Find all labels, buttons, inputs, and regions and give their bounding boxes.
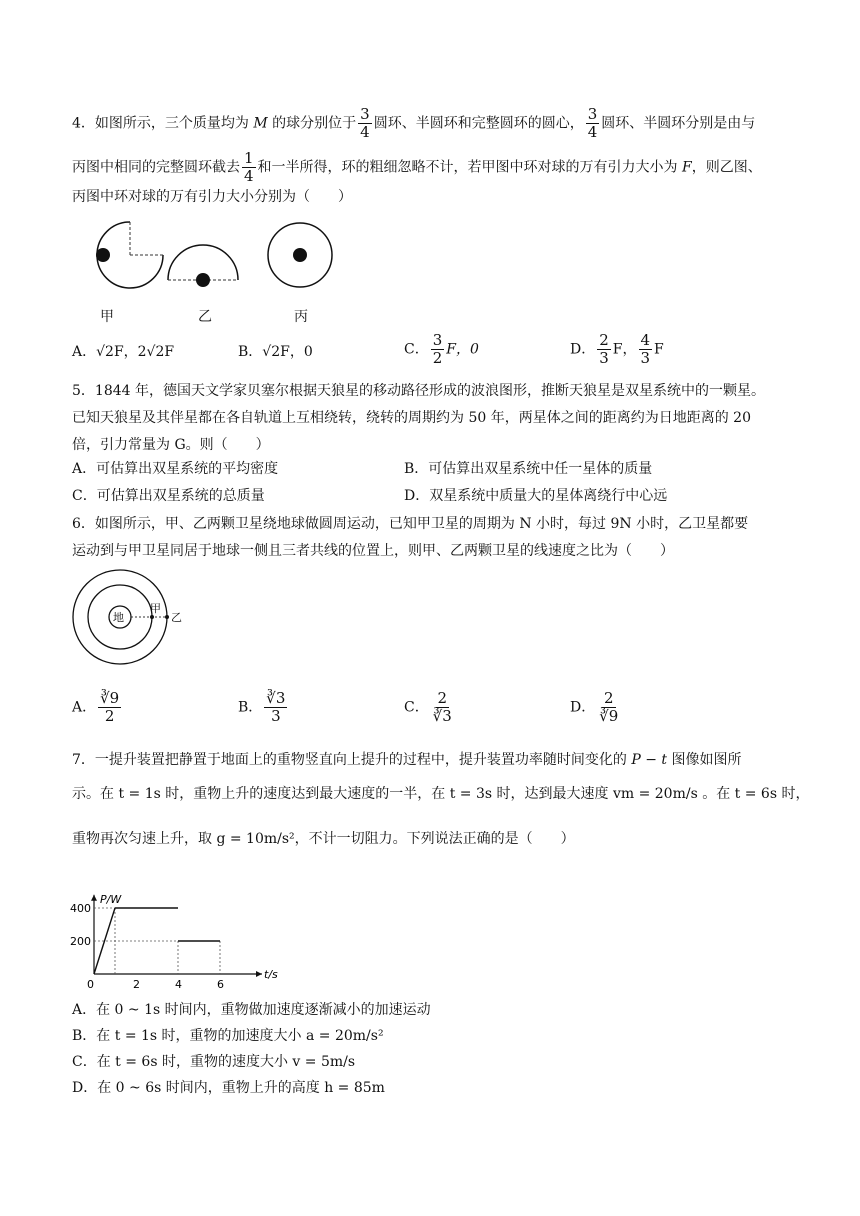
q7-option-b[interactable]: B．在 t = 1s 时，重物的加速度大小 a = 20m/s² xyxy=(72,1028,384,1044)
q5-line3: 倍，引力常量为 G。则（ ） xyxy=(72,437,270,453)
satellite-yi xyxy=(165,615,169,619)
q6-option-d[interactable]: D． $\frac{2}{∛9}$ xyxy=(570,689,619,725)
q4-ring-figures xyxy=(60,218,350,298)
ball-jia-center xyxy=(96,248,110,262)
x-tick-label: 2 xyxy=(133,978,140,991)
x-tick-label: 0 xyxy=(87,978,94,991)
p-t-chart xyxy=(66,862,286,992)
ball-yi xyxy=(196,273,210,287)
fraction-three-quarters-2: $\frac{3}{4}$ xyxy=(587,105,598,141)
caption-yi: 乙 xyxy=(198,309,212,325)
q6-line1: 6．如图所示，甲、乙两颗卫星绕地球做圆周运动，已知甲卫星的周期为 N 小时，每过 9N 小时，乙卫星都要 xyxy=(72,516,749,532)
q4-option-d[interactable]: D． $\frac{2}{3}$ F， $\frac{4}{3}$ F xyxy=(570,331,664,367)
q7-line3: 重物再次匀速上升，取 g = 10m/s²，不计一切阻力。下列说法正确的是（ ） xyxy=(72,831,575,847)
x-tick-label: 4 xyxy=(175,978,182,991)
q5-line2: 已知天狼星及其伴星都在各自轨道上互相绕转，绕转的周期约为 50 年，两星体之间的距离约为日地距离的 20 xyxy=(72,410,751,426)
caption-bing: 丙 xyxy=(294,309,308,325)
y-axis-label: P/W xyxy=(100,892,122,906)
y-tick-label: 400 xyxy=(70,902,91,915)
x-axis-label: t/s xyxy=(264,968,278,981)
q6-option-c[interactable]: C． $\frac{2}{∛3}$ xyxy=(404,689,452,725)
caption-jia: 甲 xyxy=(100,309,114,325)
q4-option-a[interactable]: A．√2F，2√2F xyxy=(72,344,175,360)
fraction-three-quarters: $\frac{3}{4}$ xyxy=(360,105,370,141)
q5-option-d[interactable]: D．双星系统中质量大的星体离绕行中心远 xyxy=(404,488,668,504)
q7-option-a[interactable]: A．在 0 ~ 1s 时间内，重物做加速度逐渐减小的加速运动 xyxy=(72,1002,431,1018)
q4-option-c[interactable]: C． $\frac{3}{2}$ F，0 xyxy=(404,331,479,367)
x-axis-arrow xyxy=(256,971,262,977)
x-tick-label: 6 xyxy=(217,978,224,991)
q5-option-c[interactable]: C．可估算出双星系统的总质量 xyxy=(72,488,265,504)
y-axis-arrow xyxy=(91,895,97,901)
satellite-jia-label: 甲 xyxy=(150,602,161,615)
q6-option-a[interactable]: A． $\frac{∛9}{2}$ xyxy=(72,689,120,725)
q4-line2: 丙图中相同的完整圆环截去 $\frac{1}{4}$ 和一半所得，环的粗细忽略不计，若甲图中环对球的万有引力大小为 F，则乙图、 xyxy=(72,149,762,185)
fraction-one-quarter: $\frac{1}{4}$ xyxy=(244,149,254,185)
satellite-yi-label: 乙 xyxy=(171,611,182,624)
q4-option-b[interactable]: B．√2F，0 xyxy=(238,344,313,360)
q4-line1: 4．如图所示，三个质量均为 M 的球分别位于 $\frac{3}{4}$ 圆环、半圆环和完整圆环的圆心， $\frac{3}{4}$ 圆环、半圆环分别是由与 xyxy=(72,105,756,141)
q4-line3: 丙图中环对球的万有引力大小分别为（ ） xyxy=(72,189,352,205)
q7-line2: 示。在 t = 1s 时，重物上升的速度达到最大速度的一半，在 t = 3s 时，达到最大速度 vm = 20m/s 。在 t = 6s 时， xyxy=(72,786,810,802)
q5-option-a[interactable]: A．可估算出双星系统的平均密度 xyxy=(72,461,279,477)
q6-option-b[interactable]: B． $\frac{∛3}{3}$ xyxy=(238,689,286,725)
q6-line2: 运动到与甲卫星同居于地球一侧且三者共线的位置上，则甲、乙两颗卫星的线速度之比为（ ） xyxy=(72,543,674,559)
earth-label: 地 xyxy=(113,611,124,624)
q5-option-b[interactable]: B．可估算出双星系统中任一星体的质量 xyxy=(404,461,653,477)
y-tick-label: 200 xyxy=(70,935,91,948)
q7-line1: 7．一提升装置把静置于地面上的重物竖直向上提升的过程中，提升装置功率随时间变化的 P − t 图像如图所 xyxy=(72,752,742,768)
q7-option-d[interactable]: D．在 0 ~ 6s 时间内，重物上升的高度 h = 85m xyxy=(72,1080,385,1096)
q7-option-c[interactable]: C．在 t = 6s 时，重物的速度大小 v = 5m/s xyxy=(72,1054,356,1070)
ball-bing xyxy=(293,248,307,262)
q5-line1: 5．1844 年，德国天文学家贝塞尔根据天狼星的移动路径形成的波浪图形，推断天狼星是双星系统中的一颗星。 xyxy=(72,383,765,399)
